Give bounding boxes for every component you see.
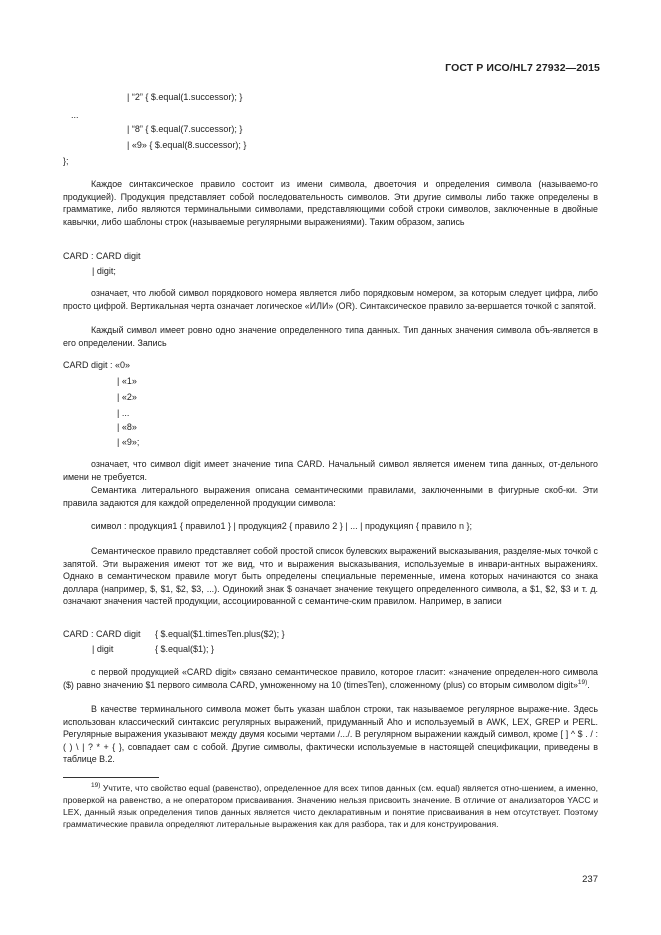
paragraph: Семантика литерального выражения описана семантическими правилами, заключенными в фигурные скоб-ки. Эти правила задаются для каждой определенной продукции символа: — [63, 485, 598, 508]
paragraph: с первой продукцией «CARD digit» связано семантическое правило, которое гласит: «значение определен-ного символа ($) равно значению $1 первого символа CARD, умноженному на 10 (timesTen), сложенному (plus) со вторым символом digit»$^{19)}$. — [63, 667, 598, 690]
code-line: | digit; — [92, 266, 116, 276]
paragraph: означает, что любой символ порядкового номера является либо порядковым номером, за которым следует цифра, либо просто цифрой. Вертикальная черта означает логическое «ИЛИ» (OR). Синтаксическое правило за-вершается точкой с запятой. — [63, 288, 598, 311]
code-line: | «8» — [117, 422, 137, 432]
footnote: $^{19)}$ Учтите, что свойство equal (равенство), определенное для всех типов данных (см. equal) является отно-шением, а именно, проверкой на равенство, а не оператором присваивания. Значению нельзя присвоить значение. В отличие от анализаторов YACC и LEX, данный язык определения типов данных является чисто декларативным и понятие присваивания в нем отсутствует. Поэтому грамматические правила определяют литеральные выражения как для разбора, так и для конструирования. — [63, 782, 598, 829]
code-line: ... — [71, 110, 79, 120]
code-line: { $.equal($1); } — [155, 644, 215, 654]
page-number: 237 — [582, 874, 598, 885]
code-line: CARD digit : «0» — [63, 360, 131, 370]
code-line: CARD : CARD digit — [63, 251, 141, 261]
code-line: }; — [63, 156, 69, 166]
code-line: | «1» — [117, 376, 137, 386]
footnote-mark: 19) — [91, 782, 101, 790]
paragraph: означает, что символ digit имеет значение типа CARD. Начальный символ является именем типа данных, от-дельного имени не требуется. — [63, 459, 598, 482]
paragraph: Каждый символ имеет ровно одно значение определенного типа данных. Тип данных значения символа объ-является в его определении. Запись — [63, 325, 598, 348]
paragraph: Каждое синтаксическое правило состоит из имени символа, двоеточия и определения символа (называемо-го продукцией). Продукция представляет собой последовательность символов. Эти другие символы либо также определены в грамматике, либо являются терминальными символами, представляющими собой строки символов, заключенные в двойные кавычки, либо шаблоны строк (называемые регулярными выражениями). Таким образом, запись — [63, 179, 598, 227]
code-line: | ... — [117, 408, 130, 418]
code-line: { $.equal($1.timesTen.plus($2); } — [155, 629, 285, 639]
paragraph: Семантическое правило представляет собой простой список булевских выражений высказывания, разделяе-мых точкой с запятой. Эти выражения имеют тот же вид, что и выражения высказывания, используемые в инвари-антных выражениях. Однако в семантическом правиле могут быть определены специальные переменные, имена которых начинаются со знака доллара (например, $, $1, $2, $3, ...). Одинокий знак $ означает значение текущего определенного символа, a $1, $2, $3 и т. д. означают значения частей продукции, ассоциированной с семантиче-ским правилом. Например, в записи — [63, 546, 598, 607]
code-line: | “2” { $.equal(1.successor); } — [127, 92, 243, 102]
footnote-ref: 19) — [577, 678, 588, 686]
paragraph: В качестве терминального символа может быть указан шаблон строки, так называемое регулярное выраже-ние. Здесь использован классический синтаксис регулярных выражений, придуманный Aho и используемый в AWK, LEX, GREP и PERL. Регулярные выражения указывают между двумя косыми чертами /.../. В регулярном выражении каждый символ, кроме [ ] ^ $ . / : ( ) \ | ? * + { }, совпадает сам с собой. Другие символы, фактически используемые в настоящей спецификации, приведены в таблице В.2. — [63, 704, 598, 765]
code-line: CARD : CARD digit — [63, 629, 141, 639]
code-line: | «9» { $.equal(8.successor); } — [127, 140, 247, 150]
standard-header: ГОСТ Р ИСО/HL7 27932—2015 — [445, 62, 600, 74]
code-line: | “8” { $.equal(7.successor); } — [127, 124, 243, 134]
code-line: | digit — [92, 644, 114, 654]
footnote-separator — [63, 777, 159, 778]
code-line: символ : продукция1 { правило1 } | продукция2 { правило 2 } | ... | продукцияn { правило n }; — [91, 521, 472, 531]
code-line: | «9»; — [117, 437, 140, 447]
code-line: | «2» — [117, 392, 137, 402]
